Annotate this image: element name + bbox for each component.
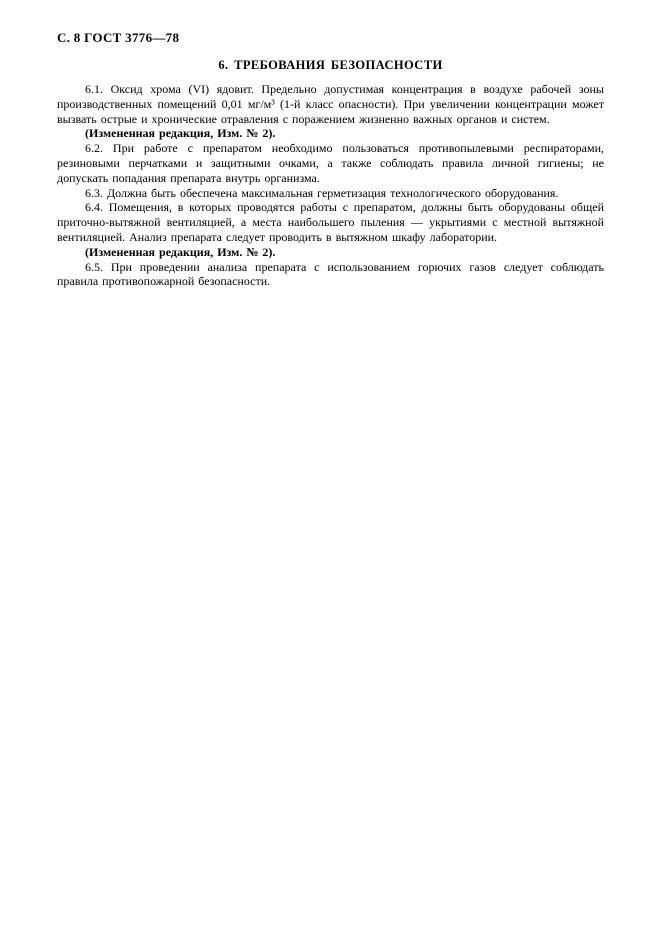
paragraph-6-2: 6.2. При работе с препаратом необходимо пользоваться противопылевыми респираторами, резиновыми перчатками и защитными очками, а также соблюдать правила личной гигиены; не допускать попадания препарата внутрь организма. xyxy=(57,141,604,185)
section-title: 6. ТРЕБОВАНИЯ БЕЗОПАСНОСТИ xyxy=(218,58,443,72)
paragraph-6-4: 6.4. Помещения, в которых проводятся работы с препаратом, должны быть оборудованы общей приточно-вытяжной вентиляцией, а места наибольшего пыления — укрытиями с местной вытяжной вентиляцией. Анализ препарата следует проводить в вытяжном шкафу лаборатории. xyxy=(57,200,604,244)
paragraph-amendment-note-2: (Измененная редакция, Изм. № 2). xyxy=(85,244,276,259)
paragraph-6-5: 6.5. При проведении анализа препарата с использованием горючих газов следует соблюдать правила противопожарной безопасности. xyxy=(57,259,604,289)
paragraph-amendment-note-1: (Измененная редакция, Изм. № 2). xyxy=(85,126,276,141)
document-body xyxy=(57,82,604,289)
page-header: С. 8 ГОСТ 3776—78 xyxy=(57,30,180,45)
paragraph-6-1: 6.1. Оксид хрома (VI) ядовит. Предельно допустимая концентрация в воздухе рабочей зоны производственных помещений 0,01 мг/м³ (1-й класс опасности). При увеличении концентрации может вызвать острые и хронические отравления с поражением жизненно важных органов и систем. xyxy=(57,82,604,126)
paragraph-6-3: 6.3. Должна быть обеспечена максимальная герметизация технологического оборудования. xyxy=(85,185,559,200)
